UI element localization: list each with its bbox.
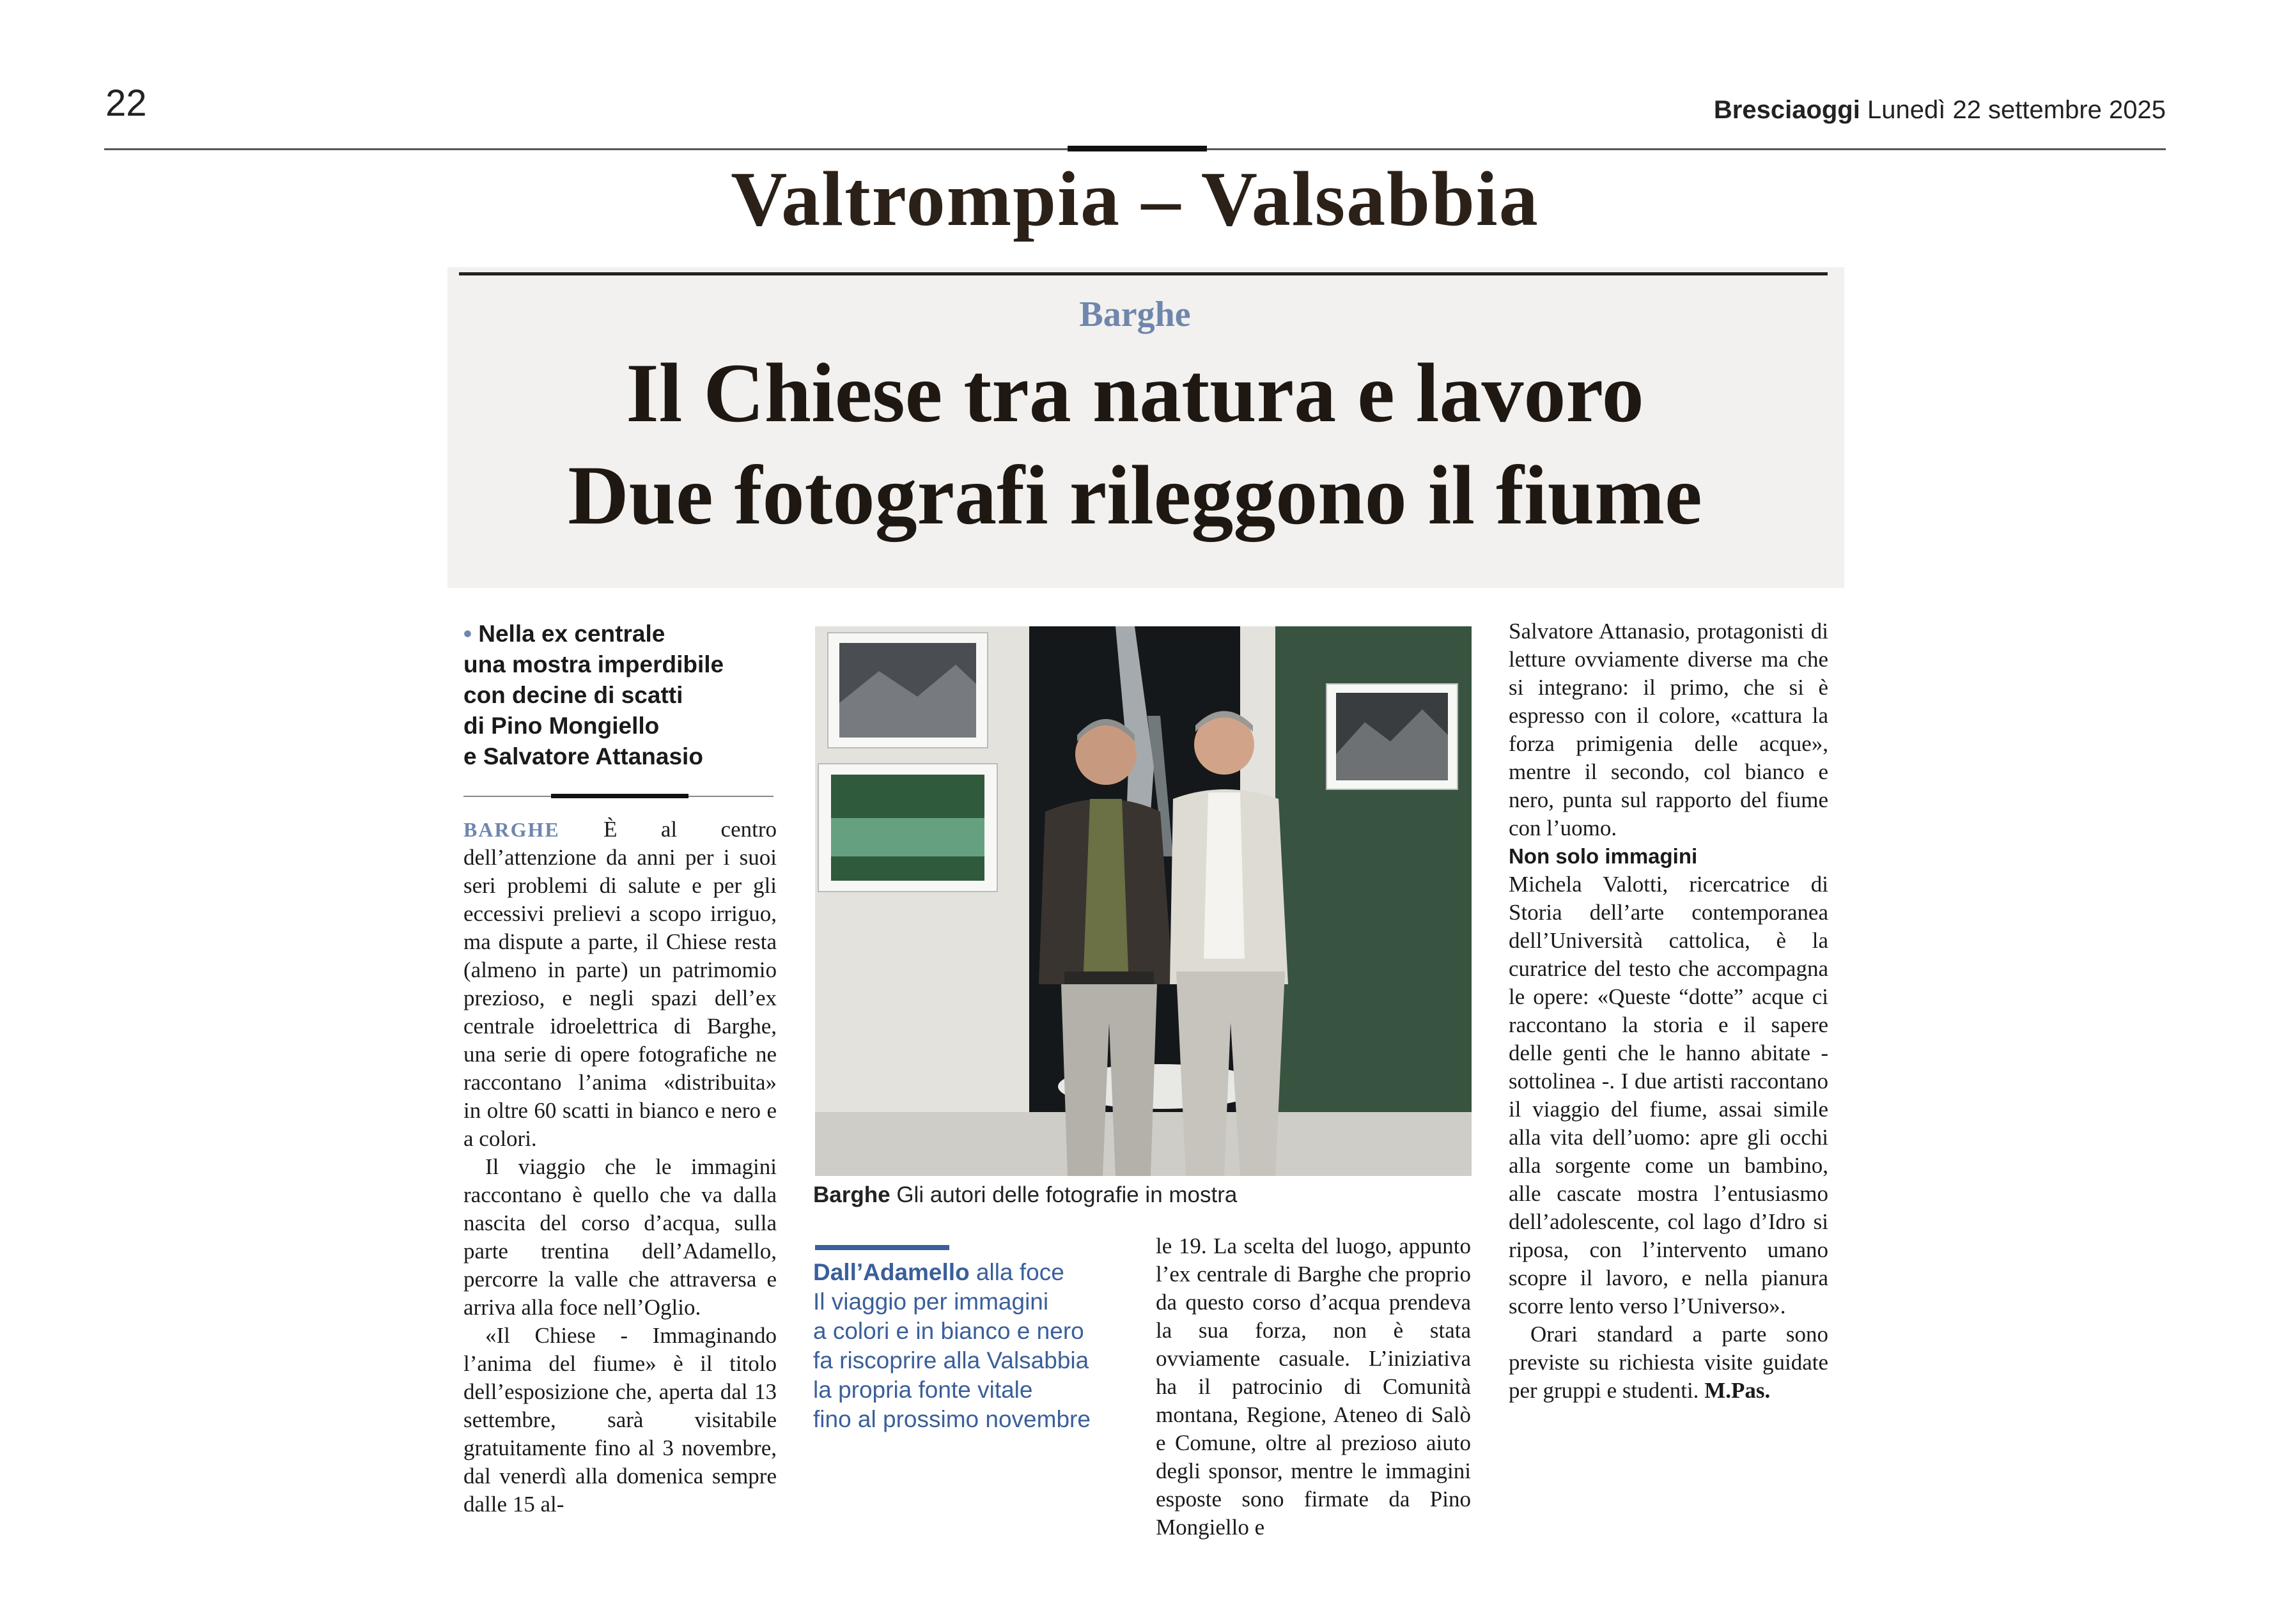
framed-photo-1 bbox=[828, 633, 988, 748]
article-photo bbox=[815, 626, 1472, 1176]
summary-line: • Nella ex centrale bbox=[463, 621, 665, 647]
subheading: Non solo immagini bbox=[1509, 844, 1698, 868]
paragraph: le 19. La scelta del luogo, appunto l’ex centrale di Barghe che proprio da questo corso d’acqua prendeva la sua forza, non è stata ovviamente casuale. L’iniziativa ha il patrocinio di Comunità montana, Regione, Ateneo di Salò e Comune, oltre al prezioso aiuto degli sponsor, mentre le immagini esposte sono firmate da Pino Mongiello e bbox=[1156, 1233, 1471, 1540]
headline-line-1: Il Chiese tra natura e lavoro bbox=[626, 346, 1644, 440]
publication-date: Lunedì 22 settembre 2025 bbox=[1867, 96, 2166, 124]
paragraph: Il viaggio che le immagini raccontano è quello che va dalla nascita del corso d’acqua, sulla parte trentina dell’Adamello, percorre la valle che attraversa e arriva alla foce nell’Oglio. bbox=[463, 1154, 777, 1320]
paragraph: «Il Chiese - Immaginando l’anima del fiume» è il titolo dell’esposizione che, aperta dal 13 settembre, sarà visitabile gratuitamente fino al 3 novembre, dal venerdì alla domenica sempre dalle 15 al- bbox=[463, 1323, 777, 1517]
paragraph: BARGHE È al centro dell’attenzione da anni per i suoi seri problemi di salute e per gli eccessivi prelievi a scopo irriguo, ma dispute a parte, il Chiese resta (almeno in parte) un patrimomio prezioso, e negli spazi dell’ex centrale idroelettrica di Barghe, una serie di opere fotografiche ne raccontano l’anima «distribuita» in oltre 60 scatti in bianco e nero e a colori. bbox=[463, 817, 777, 1151]
caption-lead: Barghe bbox=[813, 1182, 890, 1207]
section-title: Valtrompia – Valsabbia bbox=[731, 156, 1539, 242]
summary-line: con decine di scatti bbox=[463, 682, 683, 708]
photo-caption bbox=[813, 1182, 1237, 1208]
headline-rule bbox=[459, 272, 1828, 275]
paragraph: Michela Valotti, ricercatrice di Storia dell’arte contemporanea dell’Università cattolica, è la curatrice del testo che accompagna le opere: «Queste “dotte” acque ci raccontano la storia e il sapere delle genti che le hanno abitate - sottolinea -. I due artisti raccontano il viaggio del fiume, assai simile alla vita dell’uomo: apre gli occhi alla sorgente come un bambino, alle cascate mostra l’entusiasmo dell’adolescente, col lago d’Idro si riposa, con l’intervento umano scopre il lavoro, e nella pianura scorre lento verso l’Universo». bbox=[1509, 872, 1828, 1319]
dateline: BARGHE bbox=[463, 818, 560, 841]
summary-rule-accent bbox=[551, 794, 688, 798]
blurb-line: a colori e in bianco e nero bbox=[813, 1318, 1084, 1344]
blurb-line: fino al prossimo novembre bbox=[813, 1406, 1091, 1432]
paragraph: Salvatore Attanasio, protagonisti di letture ovviamente diverse ma che si integrano: il primo, che si è espresso con il colore, «cattura la forza primigenia delle acque», mentre il secondo, col bianco e nero, punta sul rapporto del fiume con l’uomo. bbox=[1509, 619, 1828, 840]
blurb-line: la propria fonte vitale bbox=[813, 1377, 1033, 1403]
bullet-icon: • bbox=[463, 621, 472, 647]
blurb-line: Il viaggio per immagini bbox=[813, 1288, 1049, 1315]
blurb-line: fa riscoprire alla Valsabbia bbox=[813, 1347, 1089, 1373]
article-summary bbox=[463, 619, 796, 772]
author-signature: M.Pas. bbox=[1704, 1378, 1771, 1403]
blurb-title: Dall’Adamello alla foce bbox=[813, 1259, 1064, 1285]
publication-name: Bresciaoggi bbox=[1713, 96, 1860, 124]
masthead bbox=[1714, 96, 2166, 125]
summary-line: e Salvatore Attanasio bbox=[463, 743, 703, 769]
article-column-3 bbox=[1509, 617, 1828, 1405]
paragraph: Orari standard a parte sono previste su richiesta visite guidate per gruppi e studenti. M.Pas. bbox=[1509, 1322, 1828, 1403]
article-column-2 bbox=[1156, 1232, 1471, 1542]
summary-line: di Pino Mongiello bbox=[463, 713, 660, 739]
header-rule-accent bbox=[1068, 146, 1207, 151]
summary-line: una mostra imperdibile bbox=[463, 651, 724, 677]
page-number: 22 bbox=[105, 82, 147, 124]
article-kicker: Barghe bbox=[1079, 295, 1191, 334]
sidebar-blurb bbox=[813, 1258, 1133, 1434]
article-column-1 bbox=[463, 816, 777, 1519]
box-rule bbox=[815, 1245, 949, 1250]
headline-line-2: Due fotografi rileggono il fiume bbox=[568, 448, 1702, 542]
framed-photo-2 bbox=[818, 764, 997, 892]
caption-text: Gli autori delle fotografie in mostra bbox=[890, 1182, 1238, 1207]
framed-photo-3 bbox=[1326, 684, 1458, 789]
